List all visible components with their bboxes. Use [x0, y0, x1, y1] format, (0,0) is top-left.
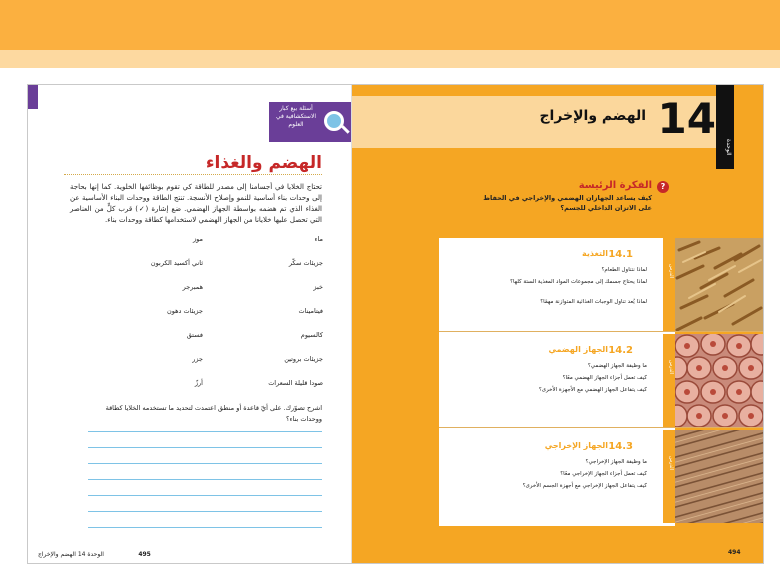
book-spread [27, 84, 764, 564]
checklist-item[interactable]: جزر [192, 355, 203, 363]
right-page [352, 85, 763, 563]
lesson-text [439, 334, 663, 427]
lesson-tab [663, 430, 675, 523]
answer-line[interactable] [88, 431, 322, 432]
lesson-tab [663, 238, 675, 331]
lesson-text [439, 238, 663, 331]
lesson-section[interactable] [439, 430, 763, 523]
lesson-question: كيف يتفاعل الجهاز الإخراجي مع أجهزة الجسم الأخرى؟ [522, 483, 647, 489]
explain-question: اشرح تصوّرك. على أيّ قاعدة أو منطق اعتمدت لتحديد ما تستخدمه الخلايا كطاقة ووحدات بناء؟ [105, 404, 322, 423]
checklist-item[interactable]: همبرجر [182, 283, 203, 291]
checklist-item[interactable]: جزيئات سكّر [288, 259, 323, 267]
answer-line[interactable] [88, 463, 322, 464]
lesson-tab-label: الدرس [668, 360, 674, 375]
answer-line[interactable] [88, 479, 322, 480]
section-divider [439, 427, 763, 428]
answer-line[interactable] [88, 511, 322, 512]
unit-tab-label: الوحدة [725, 139, 732, 156]
nutrient-checklist [123, 235, 323, 385]
cells-image [675, 334, 763, 427]
lesson-number: 14.2 [608, 345, 633, 356]
magnifier-handle [341, 125, 349, 133]
lesson-tab-label: الدرس [668, 456, 674, 471]
lesson-tab-label: الدرس [668, 264, 674, 279]
lesson-question: لماذا يحتاج جسمك إلى مجموعات المواد المغذية الستة كلها؟ [510, 279, 647, 285]
intro-paragraph: تحتاج الخلايا في أجسامنا إلى مصدر للطاقة كي تقوم بوظائفها الخلوية. كما إنها بحاجة إلى وحدات بناء أساسية للنمو وإصلاح الأنسجة. تنتج الطاقة ووحدات البناء الأساسية عن الغذاء الذي تم هضمه بواسطة الجهاز الهضمي. ضع إشارة (✓) قرب كلٍّ من العناصر التي تحصل عليها خلايانا من الجهاز الهضمي لاستخدامها كطاقة ووحدات بناء. [70, 183, 322, 224]
left-page [28, 85, 352, 563]
grains-image [675, 238, 763, 331]
lesson-title[interactable]: الجهاز الإخراجي [544, 441, 608, 450]
badge-label: أسئلة بيع كبار الاستكشافية في العلوم [275, 105, 317, 128]
section-divider [439, 331, 763, 332]
lesson-question: كيف يتفاعل الجهاز الهضمي مع الأجهزة الأخرى؟ [538, 387, 647, 393]
lesson-text [439, 430, 663, 523]
answer-line[interactable] [88, 447, 322, 448]
answer-line[interactable] [88, 495, 322, 496]
checklist-item[interactable]: صودا قليلة السعرات [268, 379, 323, 387]
tissue-texture-image [675, 430, 763, 523]
science-probe-badge [269, 102, 351, 142]
lesson-section[interactable] [439, 334, 763, 427]
page-number: 494 [728, 549, 741, 556]
divider [64, 174, 322, 175]
page-footer [38, 551, 151, 558]
lesson-tab [663, 334, 675, 427]
lesson-question: ما وظيفة الجهاز الإخراجي؟ [585, 459, 647, 465]
chapter-number: 14 [657, 94, 716, 143]
checklist-item[interactable]: جزيئات دهون [167, 307, 203, 315]
answer-line[interactable] [88, 527, 322, 528]
checklist-item[interactable]: ماء [314, 235, 323, 243]
checklist-item[interactable]: أرزّ [194, 379, 203, 387]
lesson-question: ما وظيفة الجهاز الهضمي؟ [587, 363, 647, 369]
checklist-item[interactable]: فستق [186, 331, 203, 339]
lesson-question: لماذا نتناول الطعام؟ [601, 267, 647, 273]
chapter-title: الهضم والإخراج [539, 108, 646, 124]
lesson-question: كيف تعمل أجزاء الجهاز الهضمي معًا؟ [562, 375, 647, 381]
unit-tab [716, 85, 734, 169]
checklist-item[interactable]: كالسيوم [300, 331, 323, 339]
footer-label: الوحدة 14 الهضم والإخراج [38, 551, 104, 558]
checklist-item[interactable]: خبز [313, 283, 323, 291]
lesson-question: لماذا يُعد تناول الوجبات الغذائية المتوازنة مهمًا؟ [540, 299, 647, 305]
big-idea-text: كيف يساعد الجهازان الهضمي والإخراجي في الحفاظ على الاتزان الداخلي للجسم؟ [483, 194, 652, 212]
question-icon: ? [657, 181, 669, 193]
checklist-item[interactable]: فيتامينات [298, 307, 323, 315]
lesson-title[interactable]: الجهاز الهضمي [548, 345, 608, 354]
big-idea-title: الفكرة الرئيسة [578, 180, 652, 191]
checklist-item[interactable]: ثاني أكسيد الكربون [150, 259, 203, 267]
lesson-number: 14.1 [608, 249, 633, 260]
page-corner-accent [28, 85, 38, 109]
page-number: 495 [138, 551, 151, 558]
lesson-question: كيف تعمل أجزاء الجهاز الإخراجي معًا؟ [560, 471, 647, 477]
checklist-item[interactable]: موز [193, 235, 203, 243]
page-title: الهضم والغذاء [205, 153, 322, 173]
top-banner [0, 0, 780, 50]
top-banner-strip [0, 50, 780, 68]
checklist-item[interactable]: جزيئات بروتين [284, 355, 323, 363]
lesson-section[interactable] [439, 238, 763, 331]
lesson-title[interactable]: التغذية [581, 249, 608, 258]
lesson-number: 14.3 [608, 441, 633, 452]
